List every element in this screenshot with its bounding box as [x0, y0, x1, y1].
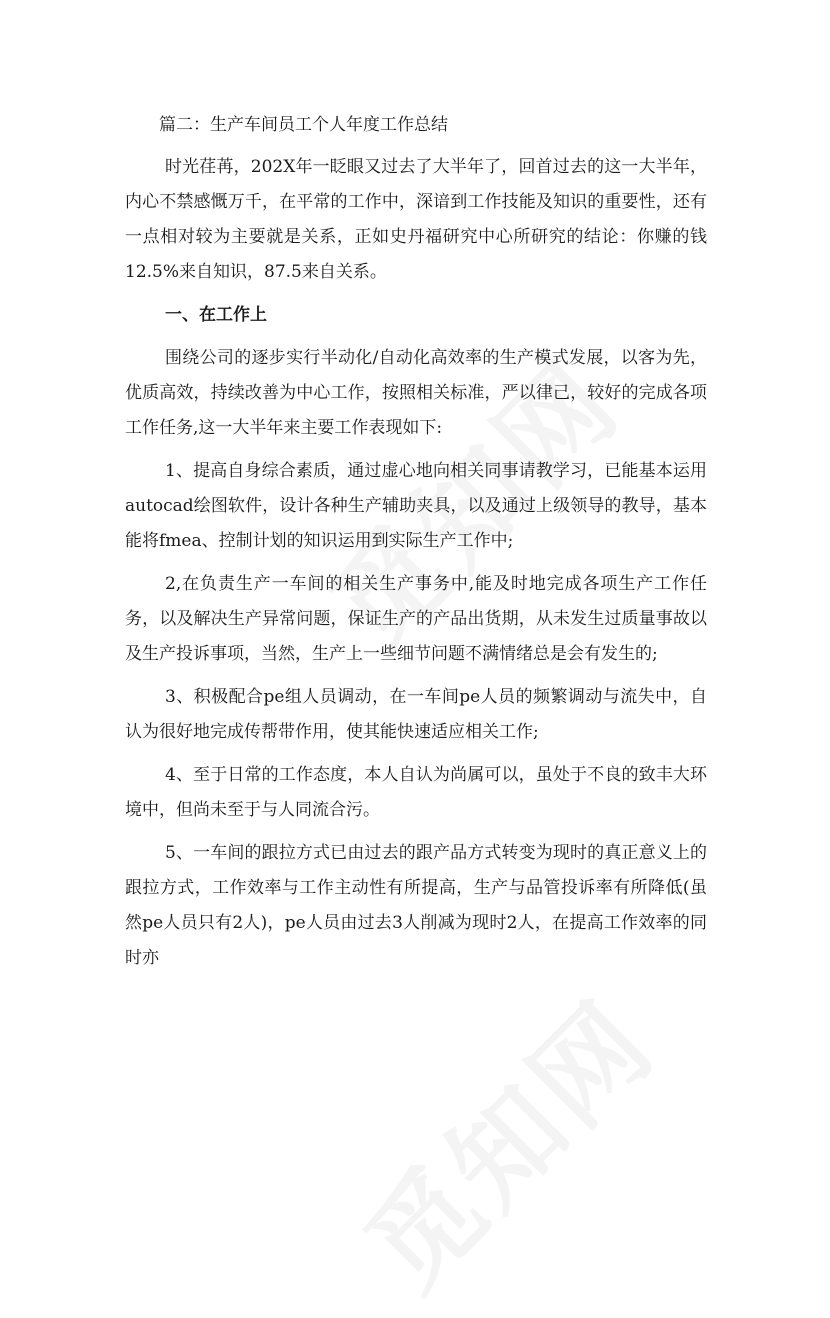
- watermark-logo: [325, 960, 683, 1318]
- intro-paragraph: 时光荏苒，202X年一眨眼又过去了大半年了，回首过去的这一大半年，内心不禁感慨万千，在平常的工作中，深谙到工作技能及知识的重要性，还有一点相对较为主要就是关系，正如史丹福研究中心所研究的结论：你赚的钱12.5%来自知识，87.5来自关系。: [125, 157, 707, 282]
- section-heading: 一、在工作上: [165, 305, 267, 325]
- section-intro-paragraph: 围绕公司的逐步实行半动化/自动化高效率的生产模式发展，以客为先，优质高效，持续改善为中心工作，按照相关标准，严以律己，较好的完成各项工作任务,这一大半年来主要工作表现如下:: [125, 348, 707, 438]
- list-item-2: 2,在负责生产一车间的相关生产事务中,能及时地完成各项生产工作任务，以及解决生产异常问题，保证生产的产品出货期，从未发生过质量事故以及生产投诉事项，当然，生产上一些细节问题不满情绪总是会有发生的;: [125, 574, 707, 664]
- document-title: 篇二：生产车间员工个人年度工作总结: [159, 115, 448, 135]
- list-item-4: 4、至于日常的工作态度，本人自认为尚属可以，虽处于不良的致丰大环境中，但尚未至于与人同流合污。: [125, 765, 707, 820]
- list-item-5: 5、一车间的跟拉方式已由过去的跟产品方式转变为现时的真正意义上的跟拉方式，工作效率与工作主动性有所提高，生产与品管投诉率有所降低(虽然pe人员只有2人)，pe人员由过去3人削减为现时2人，在提高工作效率的同时亦: [125, 843, 707, 968]
- list-item-3: 3、积极配合pe组人员调动，在一车间pe人员的频繁调动与流失中，自认为很好地完成传帮带作用，使其能快速适应相关工作;: [125, 687, 707, 742]
- list-item-1: 1、提高自身综合素质，通过虚心地向相关同事请教学习，已能基本运用autocad绘图软件，设计各种生产辅助夹具，以及通过上级领导的教导，基本能将fmea、控制计划的知识运用到实际生产工作中;: [125, 461, 707, 551]
- document-body: [125, 108, 707, 984]
